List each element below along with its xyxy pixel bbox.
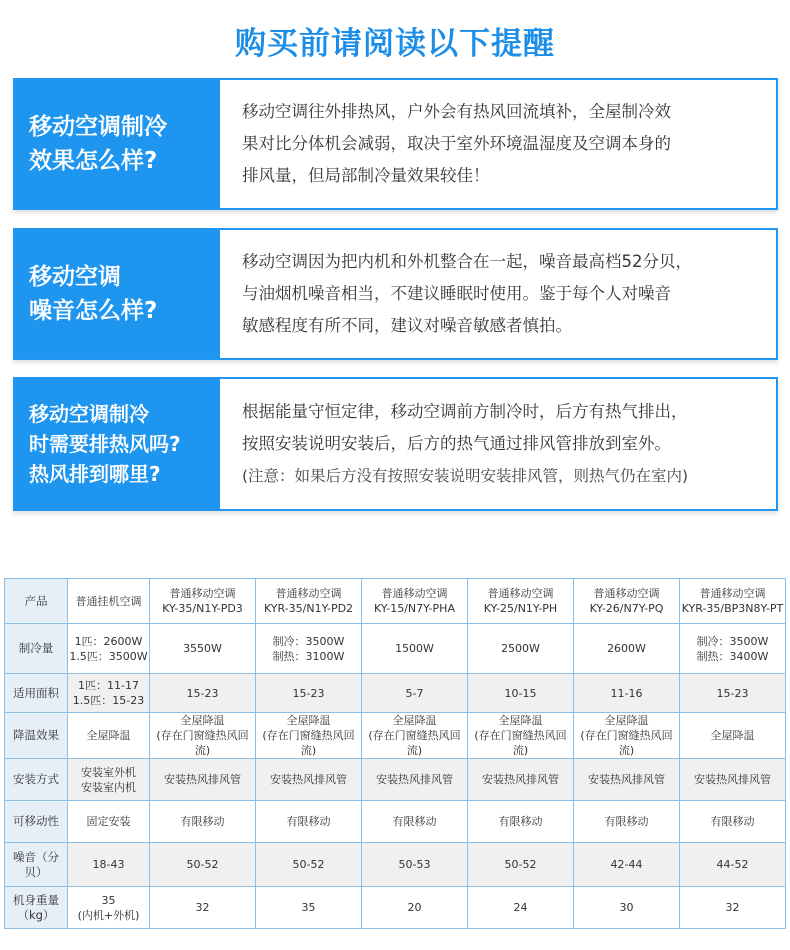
table-cell — [468, 801, 574, 843]
cell-line: 15-23 — [716, 686, 749, 700]
table-cell — [68, 624, 150, 674]
table-cell — [680, 887, 786, 929]
cell-line: 全屋降温 — [286, 714, 331, 727]
cell-line: 普通移动空调 — [699, 587, 766, 600]
table-cell — [362, 674, 468, 713]
table-row — [5, 713, 786, 759]
cell-line: KY-25/N1Y-PH — [483, 602, 558, 615]
cell-line: (存在门窗缝热风回流) — [156, 729, 249, 757]
cell-line: 固定安装 — [86, 815, 131, 828]
table-column-header — [256, 579, 362, 624]
table-row — [5, 759, 786, 801]
question-line: 热风排到哪里? — [29, 462, 161, 486]
page-title: 购买前请阅读以下提醒 — [235, 26, 555, 62]
table-row — [5, 801, 786, 843]
cell-line: 42-44 — [610, 858, 643, 871]
question-label — [15, 230, 220, 358]
table-column-header — [68, 579, 150, 624]
cell-line: (内机+外机) — [77, 908, 140, 922]
table-column-header — [574, 579, 680, 624]
cell-line: 1500W — [395, 642, 434, 655]
cell-line: 制热：3400W — [696, 649, 769, 663]
table-cell — [68, 887, 150, 929]
table-cell — [362, 887, 468, 929]
table-row-header — [5, 674, 68, 713]
cell-line: 35 — [101, 893, 116, 907]
table-cell — [468, 674, 574, 713]
cell-line: (存在门窗缝热风回流) — [474, 729, 567, 757]
cell-line: 有限移动 — [498, 815, 543, 828]
cell-line: 2500W — [501, 642, 540, 655]
question-line: 效果怎么样? — [29, 148, 158, 174]
cell-line: 有限移动 — [392, 815, 437, 828]
cell-line: 安装热风排风管 — [694, 773, 771, 786]
cell-line: 制冷量 — [18, 641, 54, 655]
cell-line: 3550W — [183, 642, 222, 655]
table-cell — [468, 887, 574, 929]
cell-line: 安装热风排风管 — [164, 773, 241, 786]
table-cell — [256, 624, 362, 674]
table-row — [5, 674, 786, 713]
cell-line: 适用面积 — [13, 685, 59, 700]
cell-line: 普通移动空调 — [169, 587, 236, 600]
cell-line: 安装热风排风管 — [588, 773, 665, 786]
table-cell — [150, 759, 256, 801]
table-row — [5, 887, 786, 929]
question-line: 噪音怎么样? — [29, 298, 158, 324]
answer-line: 移动空调往外排热风，户外会有热风回流填补，全屋制冷效 — [242, 102, 671, 121]
cell-line: 30 — [619, 901, 634, 914]
table-cell — [150, 674, 256, 713]
cell-line: KY-35/N1Y-PD3 — [162, 602, 243, 615]
table-header-row — [5, 579, 786, 624]
cell-line: 1.5匹：3500W — [69, 649, 148, 663]
answer-line: 与油烟机噪音相当，不建议睡眠时使用。鉴于每个人对噪音 — [242, 284, 671, 303]
table-cell — [574, 887, 680, 929]
table-cell — [150, 801, 256, 843]
table-cell — [256, 713, 362, 759]
qa-card-cooling-effect — [13, 78, 778, 210]
cell-line: 普通移动空调 — [593, 587, 660, 600]
answer-note: (注意：如果后方没有按照安装说明安装排风管，则热气仍在室内) — [242, 467, 689, 485]
cell-line: 全屋降温 — [392, 714, 437, 727]
cell-line: KY-26/N7Y-PQ — [589, 602, 664, 615]
cell-line: 全屋降温 — [180, 714, 225, 727]
comparison-table — [4, 578, 786, 929]
answer-line: 根据能量守恒定律，移动空调前方制冷时，后方有热气排出， — [242, 402, 688, 421]
table-row-header — [5, 759, 68, 801]
table-cell — [574, 801, 680, 843]
table-cell — [68, 801, 150, 843]
table-corner-header: 产品 — [5, 579, 68, 624]
cell-line: 全屋降温 — [498, 714, 543, 727]
cell-line: 降温效果 — [13, 728, 59, 742]
table-cell — [256, 887, 362, 929]
question-line: 移动空调制冷 — [29, 402, 149, 426]
cell-line: 2600W — [607, 642, 646, 655]
cell-line: 35 — [301, 901, 316, 914]
cell-line: 噪音（分贝） — [13, 849, 59, 879]
question-line: 时需要排热风吗? — [29, 432, 181, 456]
cell-line: 有限移动 — [180, 815, 225, 828]
cell-line: 制热：3100W — [272, 649, 345, 663]
table-cell — [680, 674, 786, 713]
table-cell — [150, 713, 256, 759]
cell-line: 全屋降温 — [86, 729, 131, 742]
cell-line: 50-52 — [504, 858, 537, 871]
table-cell — [256, 843, 362, 887]
table-column-header — [150, 579, 256, 624]
table-cell — [574, 674, 680, 713]
table-cell — [68, 759, 150, 801]
cell-line: 可移动性 — [13, 814, 59, 828]
cell-line: 24 — [513, 901, 528, 914]
table-cell — [468, 759, 574, 801]
cell-line: 有限移动 — [710, 815, 755, 828]
cell-line: 普通挂机空调 — [75, 594, 142, 608]
cell-line: 5-7 — [405, 686, 424, 700]
question-label — [15, 80, 220, 208]
cell-line: KYR-35/N1Y-PD2 — [263, 602, 354, 615]
table-cell — [680, 801, 786, 843]
table-cell — [256, 674, 362, 713]
question-label — [15, 379, 220, 509]
cell-line: (存在门窗缝热风回流) — [262, 729, 355, 757]
cell-line: 15-23 — [292, 686, 325, 700]
table-row-header — [5, 713, 68, 759]
table-cell — [362, 624, 468, 674]
table-cell — [574, 624, 680, 674]
cell-line: 安装方式 — [13, 772, 59, 786]
qa-card-noise — [13, 228, 778, 360]
table-cell — [574, 759, 680, 801]
cell-line: KYR-35/BP3N8Y-PT — [681, 602, 784, 615]
table-cell — [680, 713, 786, 759]
cell-line: 50-53 — [398, 858, 431, 871]
cell-line: 1匹：11-17 — [78, 679, 139, 692]
cell-line: 有限移动 — [604, 815, 649, 828]
table-cell — [362, 713, 468, 759]
cell-line: 18-43 — [92, 858, 125, 871]
cell-line: 制冷：3500W — [272, 634, 345, 648]
cell-line: 安装室外机 — [81, 765, 136, 779]
answer-line: 敏感程度有所不同，建议对噪音敏感者慎拍。 — [242, 316, 572, 335]
table-cell — [680, 759, 786, 801]
cell-line: KY-15/N7Y-PHA — [374, 602, 455, 615]
question-line: 移动空调 — [29, 264, 121, 290]
cell-line: 安装室内机 — [81, 780, 136, 794]
question-line: 移动空调制冷 — [29, 114, 167, 140]
table-cell — [362, 843, 468, 887]
table-cell — [468, 624, 574, 674]
cell-line: 44-52 — [716, 858, 749, 871]
cell-line: 全屋降温 — [604, 714, 649, 727]
cell-line: 制冷：3500W — [696, 634, 769, 648]
cell-line: 全屋降温 — [710, 729, 755, 742]
table-row-header — [5, 843, 68, 887]
cell-line: 安装热风排风管 — [482, 773, 559, 786]
cell-line: 15-23 — [186, 686, 219, 700]
table-cell — [680, 843, 786, 887]
table-row-header — [5, 801, 68, 843]
cell-line: 普通移动空调 — [487, 587, 554, 600]
cell-line: 安装热风排风管 — [270, 773, 347, 786]
table-column-header — [362, 579, 468, 624]
table-row-header — [5, 624, 68, 674]
table-cell — [468, 843, 574, 887]
answer-text — [220, 230, 708, 358]
table-cell — [362, 801, 468, 843]
answer-line: 按照安装说明安装后，后方的热气通过排风管排放到室外。 — [242, 434, 671, 453]
cell-line: 有限移动 — [286, 815, 331, 828]
table-cell — [150, 624, 256, 674]
table-row — [5, 624, 786, 674]
answer-text — [220, 379, 704, 509]
qa-card-hot-air-exhaust — [13, 377, 778, 511]
table-cell — [256, 801, 362, 843]
answer-line: 果对比分体机会减弱，取决于室外环境温湿度及空调本身的 — [242, 134, 671, 153]
cell-line: 11-16 — [610, 686, 643, 700]
cell-line: 机身重量 — [13, 892, 59, 907]
cell-line: 50-52 — [292, 858, 325, 871]
cell-line: （kg） — [17, 907, 55, 922]
cell-line: 32 — [195, 901, 210, 914]
table-cell — [362, 759, 468, 801]
table-cell — [574, 713, 680, 759]
table-cell — [574, 843, 680, 887]
table-cell — [68, 674, 150, 713]
table-column-header — [680, 579, 786, 624]
table-row — [5, 843, 786, 887]
cell-line: 20 — [407, 901, 422, 914]
table-row-header — [5, 887, 68, 929]
cell-line: 50-52 — [186, 858, 219, 871]
cell-line: (存在门窗缝热风回流) — [368, 729, 461, 757]
table-cell — [468, 713, 574, 759]
cell-line: 1匹：2600W — [74, 634, 143, 648]
answer-line: 移动空调因为把内机和外机整合在一起，噪音最高档52分贝， — [242, 252, 692, 271]
answer-text — [220, 80, 687, 208]
cell-line: 普通移动空调 — [381, 587, 448, 600]
cell-line: 32 — [725, 901, 740, 914]
table-cell — [150, 887, 256, 929]
cell-line: (存在门窗缝热风回流) — [580, 729, 673, 757]
cell-line: 1.5匹：15-23 — [72, 694, 145, 707]
cell-line: 普通移动空调 — [275, 587, 342, 600]
table-cell — [150, 843, 256, 887]
table-cell — [680, 624, 786, 674]
cell-line: 10-15 — [504, 686, 537, 700]
cell-line: 安装热风排风管 — [376, 773, 453, 786]
table-column-header — [468, 579, 574, 624]
table-cell — [68, 843, 150, 887]
table-cell — [256, 759, 362, 801]
answer-line: 排风量，但局部制冷量效果较佳！ — [242, 166, 490, 185]
table-cell — [68, 713, 150, 759]
